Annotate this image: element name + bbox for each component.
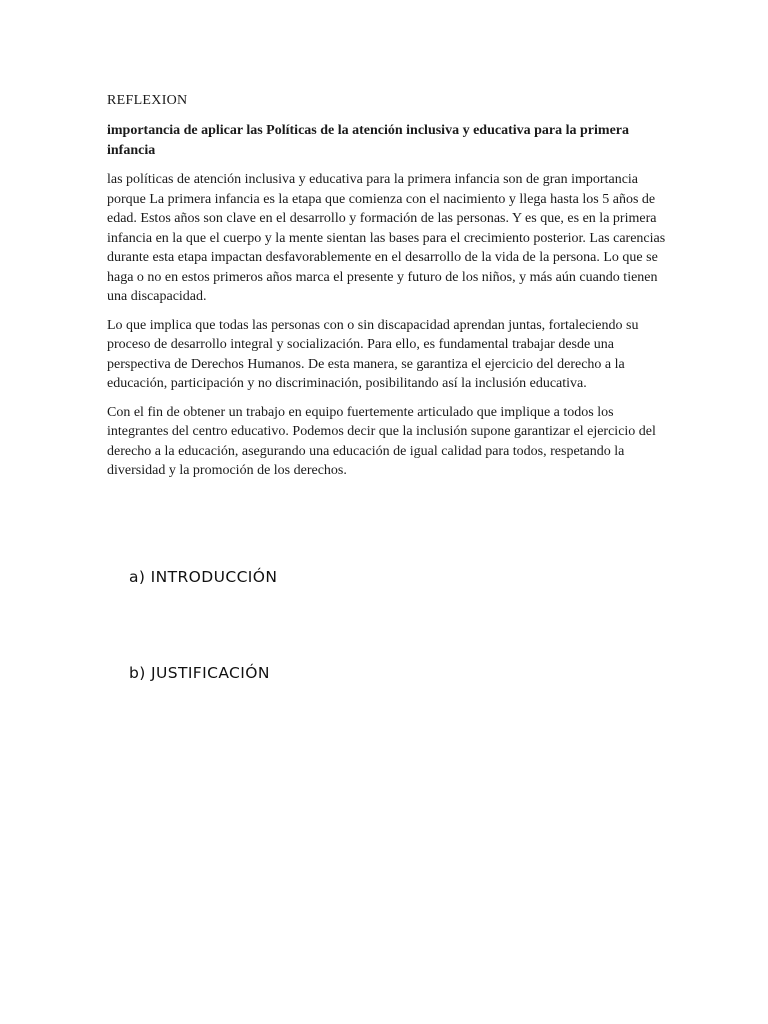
document-heading: REFLEXION [107,93,188,108]
paragraph-3: Con el fin de obtener un trabajo en equipo fuertemente articulado que implique a todos los integrantes del centro educativo. Podemos decir que la inclusión supone garantizar el ejercicio del derecho a la educación, asegurando una educación de igual calidad para todos, respetando la diversidad y la promoción de los derechos. [107,404,656,478]
document-body [107,92,667,490]
paragraph-2: Lo que implica que todas las personas con o sin discapacidad aprendan juntas, fortaleciendo su proceso de desarrollo integral y socialización. Para ello, es fundamental trabajar desde una perspectiva de Derechos Humanos. De esta manera, se garantiza el ejercicio del derecho a la educación, participación y no discriminación, posibilitando así la inclusión educativa. [107,317,639,391]
document-subtitle: importancia de aplicar las Políticas de la atención inclusiva y educativa para la primera infancia [107,123,629,158]
section-heading-introduccion: a) INTRODUCCIÓN [129,568,278,586]
section-heading-justificacion: b) JUSTIFICACIÓN [129,664,270,682]
paragraph-1: las políticas de atención inclusiva y educativa para la primera infancia son de gran importancia porque La primera infancia es la etapa que comienza con el nacimiento y llega hasta los 5 años de edad. Estos años son clave en el desarrollo y formación de las personas. Y es que, es en la primera infancia en la que el cuerpo y la mente sientan las bases para el crecimiento posterior. Las carencias durante esta etapa impactan desfavorablemente en el desarrollo de la vida de la persona. Lo que se haga o no en estos primeros años marca el presente y futuro de los niños, y más aún cuando tienen una discapacidad. [107,172,666,304]
